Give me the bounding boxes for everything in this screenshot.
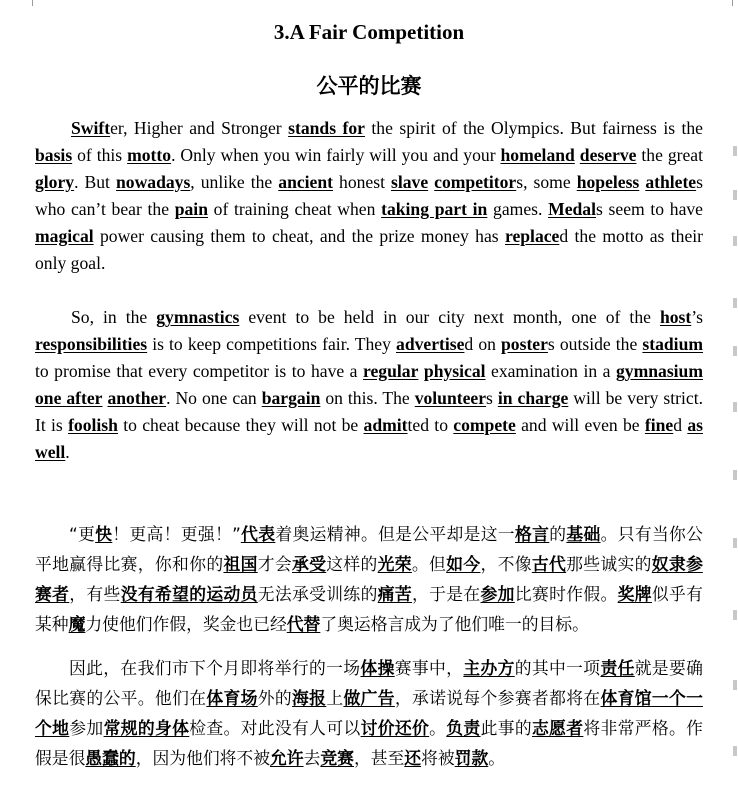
vocabulary-term: magical bbox=[35, 225, 94, 246]
paragraph-text: 此事的 bbox=[480, 718, 532, 738]
vocabulary-term: 光荣 bbox=[377, 554, 412, 574]
paragraph-text: s who can’t bear the bbox=[35, 171, 703, 219]
vocabulary-term: Medal bbox=[548, 198, 596, 219]
margin-marks bbox=[731, 140, 738, 800]
document-title: 3.A Fair Competition bbox=[273, 20, 465, 44]
chinese-paragraph-1 bbox=[35, 519, 703, 639]
paragraph-text: ，不像 bbox=[480, 554, 532, 574]
paragraph-text: s bbox=[486, 387, 498, 408]
vocabulary-term: 一个一个地 bbox=[35, 688, 703, 738]
paragraph-text: d the motto as their only goal. bbox=[35, 225, 703, 273]
vocabulary-term: bargain bbox=[261, 387, 321, 408]
paragraph-text: 比赛时作假。 bbox=[514, 584, 618, 604]
vocabulary-term: athlete bbox=[645, 171, 697, 192]
vocabulary-term: replace bbox=[504, 225, 560, 246]
paragraph-text: 力使他们作假，奖金也已经 bbox=[85, 614, 287, 634]
paragraph-text: 。 bbox=[429, 718, 447, 738]
vocabulary-term: 代替 bbox=[286, 614, 321, 634]
vocabulary-term: 体操 bbox=[360, 658, 395, 678]
vocabulary-term: nowadays bbox=[115, 171, 191, 192]
vocabulary-term: glory bbox=[35, 171, 75, 192]
vocabulary-term: pain bbox=[174, 198, 208, 219]
paragraph-text: the great bbox=[636, 144, 703, 165]
paragraph-text: to cheat because they will not be bbox=[117, 414, 364, 435]
paragraph-text: s, some bbox=[516, 171, 577, 192]
crop-mark-top-right bbox=[732, 0, 733, 6]
paragraph-text: 检查。对此没有人可以 bbox=[189, 718, 361, 738]
vocabulary-term: deserve bbox=[579, 144, 637, 165]
vocabulary-term: homeland bbox=[500, 144, 575, 165]
paragraph-text: ！更高！更强！” bbox=[112, 524, 241, 544]
paragraph-text: 将非常严格。作假是很 bbox=[35, 718, 703, 768]
vocabulary-term: motto bbox=[127, 144, 172, 165]
paragraph-text: 上 bbox=[326, 688, 344, 708]
vocabulary-term: gymnasium bbox=[615, 360, 703, 381]
paragraph-text: ted to bbox=[407, 414, 454, 435]
vocabulary-term: Swift bbox=[71, 118, 111, 138]
paragraph-text: ，有些 bbox=[69, 584, 121, 604]
paragraph-text: er, Higher and Stronger bbox=[110, 118, 289, 138]
paragraph-text: ’s bbox=[691, 307, 703, 327]
paragraph-text: ，承诺说每个参赛者都将在 bbox=[394, 688, 601, 708]
paragraph-text: s seem to have bbox=[595, 198, 703, 219]
paragraph-text: is to keep competitions fair. They bbox=[147, 333, 397, 354]
paragraph-text: 因此，在我们市下个月即将举行的一场 bbox=[69, 658, 361, 678]
paragraph-text: ，甚至 bbox=[353, 748, 405, 768]
english-paragraph-1 bbox=[35, 115, 703, 276]
paragraph-text: and will even be bbox=[515, 414, 645, 435]
vocabulary-term: 参加 bbox=[480, 584, 515, 604]
vocabulary-term: slave bbox=[391, 171, 429, 192]
vocabulary-term: as well bbox=[35, 414, 703, 462]
vocabulary-term: compete bbox=[453, 414, 516, 435]
paragraph-text: 。只有当你公平地赢得比赛，你和你的 bbox=[35, 524, 703, 574]
paragraph-text: So, in the bbox=[71, 307, 157, 327]
paragraph-text: will be very strict. It is bbox=[35, 387, 704, 435]
paragraph-text: on this. The bbox=[320, 387, 415, 408]
vocabulary-term: 允许 bbox=[269, 748, 304, 768]
paragraph-text: 外的 bbox=[257, 688, 293, 708]
paragraph-text: 去 bbox=[303, 748, 321, 768]
vocabulary-term: volunteer bbox=[414, 387, 487, 408]
vocabulary-term: 运动员 bbox=[206, 584, 258, 604]
paragraph-text: event to be held in our city next month, one of the bbox=[239, 307, 660, 327]
paragraph-text: 参加 bbox=[69, 718, 104, 738]
paragraph-text: d bbox=[673, 414, 688, 435]
paragraph-text: 的其中一项 bbox=[514, 658, 601, 678]
crop-mark-top-left bbox=[32, 0, 33, 6]
vocabulary-term: 参赛者 bbox=[35, 554, 703, 604]
vocabulary-term: 奴隶 bbox=[651, 554, 687, 574]
vocabulary-term: 承受 bbox=[291, 554, 327, 574]
vocabulary-term: competitor bbox=[434, 171, 517, 192]
vocabulary-term: 志愿者 bbox=[531, 718, 584, 738]
paragraph-text: 就是要确保比赛的公平。他们在 bbox=[35, 658, 703, 708]
paragraph-text: 的 bbox=[549, 524, 567, 544]
paragraph-text: of training cheat when bbox=[207, 198, 382, 219]
chinese-paragraph-2 bbox=[35, 653, 703, 773]
vocabulary-term: 海报 bbox=[292, 688, 327, 708]
vocabulary-term: 痛苦 bbox=[377, 584, 412, 604]
vocabulary-term: 身体 bbox=[154, 718, 190, 738]
paragraph-text: ，因为他们将不被 bbox=[135, 748, 270, 768]
vocabulary-term: 快 bbox=[95, 524, 113, 544]
paragraph-text: , unlike the bbox=[190, 171, 279, 192]
vocabulary-term: stands for bbox=[288, 118, 365, 138]
vocabulary-term: basis bbox=[35, 144, 73, 165]
paragraph-text: . But bbox=[74, 171, 116, 192]
vocabulary-term: 古代 bbox=[531, 554, 567, 574]
paragraph-text: “更 bbox=[69, 524, 96, 544]
paragraph-text: 了奥运格言成为了他们唯一的目标。 bbox=[320, 614, 589, 634]
vocabulary-term: foolish bbox=[68, 414, 118, 435]
vocabulary-term: 体育馆 bbox=[600, 688, 652, 708]
vocabulary-term: ancient bbox=[278, 171, 333, 192]
vocabulary-term: in charge bbox=[497, 387, 569, 408]
vocabulary-term: taking part in bbox=[381, 198, 488, 219]
paragraph-text: examination in a bbox=[485, 360, 616, 381]
vocabulary-term: physical bbox=[423, 360, 486, 381]
vocabulary-term: host bbox=[659, 307, 692, 327]
vocabulary-term: 代表 bbox=[240, 524, 276, 544]
paragraph-text: 着奥运精神。但是公平却是这一 bbox=[275, 524, 515, 544]
vocabulary-term: one after bbox=[35, 387, 103, 408]
paragraph-text: 无法承受训练的 bbox=[257, 584, 378, 604]
paragraph-text: 。 bbox=[488, 748, 506, 768]
paragraph-text: 将被 bbox=[421, 748, 455, 768]
paragraph-text: power causing them to cheat, and the prize money has bbox=[93, 225, 505, 246]
vocabulary-term: stadium bbox=[642, 333, 704, 354]
paragraph-text: 那些诚实的 bbox=[566, 554, 652, 574]
vocabulary-term: admit bbox=[363, 414, 408, 435]
paragraph-text: to promise that every competitor is to have a bbox=[35, 360, 363, 381]
vocabulary-term: 基础 bbox=[566, 524, 601, 544]
vocabulary-term: responsibilities bbox=[35, 333, 148, 354]
paragraph-text: games. bbox=[487, 198, 549, 219]
vocabulary-term: regular bbox=[363, 360, 419, 381]
vocabulary-term: 祖国 bbox=[223, 554, 258, 574]
paragraph-text: ，于是在 bbox=[411, 584, 481, 604]
paragraph-text: d on bbox=[464, 333, 502, 354]
paragraph-text: . No one can bbox=[166, 387, 262, 408]
paragraph-text: 这样的 bbox=[326, 554, 378, 574]
english-paragraph-2 bbox=[35, 304, 703, 465]
paragraph-text: the spirit of the Olympics. But fairness is the bbox=[364, 118, 703, 138]
vocabulary-term: 愚蠢的 bbox=[85, 748, 136, 768]
vocabulary-term: 还 bbox=[404, 748, 422, 768]
vocabulary-term: 讨价还价 bbox=[360, 718, 430, 738]
vocabulary-term: 负责 bbox=[446, 718, 481, 738]
paragraph-text: 赛事中， bbox=[394, 658, 464, 678]
vocabulary-term: 没有希望的 bbox=[120, 584, 207, 604]
paragraph-text: . bbox=[65, 441, 70, 462]
vocabulary-term: gymnastics bbox=[156, 307, 240, 327]
vocabulary-term: 如今 bbox=[446, 554, 481, 574]
paragraph-text: 。但 bbox=[411, 554, 447, 574]
vocabulary-term: 责任 bbox=[600, 658, 635, 678]
vocabulary-term: 主办方 bbox=[463, 658, 515, 678]
vocabulary-term: 竞赛 bbox=[320, 748, 354, 768]
paragraph-text: 似乎有某种 bbox=[35, 584, 703, 634]
vocabulary-term: 罚款 bbox=[454, 748, 489, 768]
vocabulary-term: 常规的 bbox=[103, 718, 155, 738]
vocabulary-term: hopeless bbox=[576, 171, 640, 192]
paragraph-text: s outside the bbox=[547, 333, 643, 354]
vocabulary-term: 体育场 bbox=[206, 688, 258, 708]
paragraph-text: 才会 bbox=[257, 554, 292, 574]
vocabulary-term: 魔 bbox=[68, 614, 86, 634]
paragraph-text: honest bbox=[333, 171, 391, 192]
vocabulary-term: advertise bbox=[396, 333, 465, 354]
vocabulary-term: fine bbox=[644, 414, 674, 435]
paragraph-text: of this bbox=[72, 144, 128, 165]
vocabulary-term: 做广告 bbox=[343, 688, 395, 708]
document-subtitle: 公平的比赛 bbox=[316, 74, 422, 98]
vocabulary-term: poster bbox=[501, 333, 548, 354]
vocabulary-term: 格言 bbox=[515, 524, 550, 544]
paragraph-text: . Only when you win fairly will you and your bbox=[171, 144, 501, 165]
vocabulary-term: another bbox=[107, 387, 167, 408]
vocabulary-term: 奖牌 bbox=[617, 584, 652, 604]
